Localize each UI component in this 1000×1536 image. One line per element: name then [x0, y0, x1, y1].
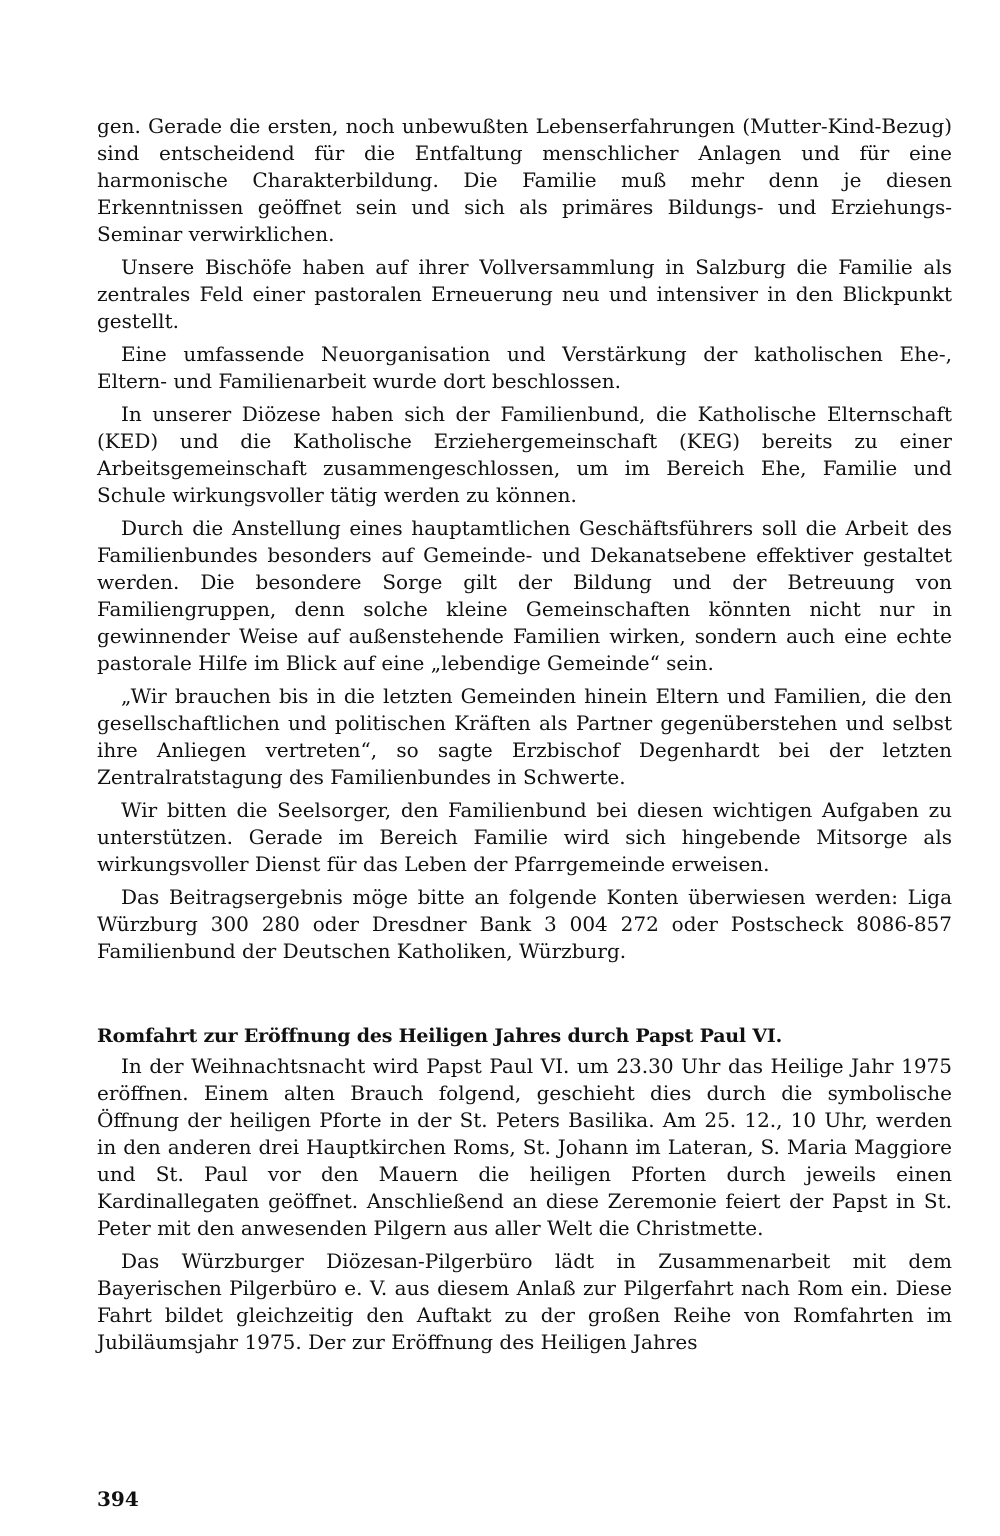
paragraph-christmas-night: In der Weihnachtsnacht wird Papst Paul VI. um 23.30 Uhr das Heilige Jahr 1975 eröffnen. Einem alten Brauch folgend, geschieht dies durch die symbolische Öffnung der heiligen Pforte in der St. Peters Basilika. Am 25. 12., 10 Uhr, werden in den anderen drei Hauptkirchen Roms, St. Johann im Lateran, S. Maria Maggiore und St. Paul vor den Mauern die heiligen Pforten durch jeweils einen Kardinallegaten geöffnet. Anschließend an diese Zeremonie feiert der Papst in St. Peter mit den anwesenden Pilgern aus aller Welt die Christmette.: [97, 1054, 952, 1240]
section-spacer: [97, 971, 952, 1023]
paragraph-reorganisation: Eine umfassende Neuorganisation und Verstärkung der katholischen Ehe-, Eltern- und Familienarbeit wurde dort beschlossen.: [97, 342, 952, 393]
paragraph-quote-degenhardt: „Wir brauchen bis in die letzten Gemeinden hinein Eltern und Familien, die den gesellschaftlichen und politischen Kräften als Partner gegenüberstehen und selbst ihre Anliegen vertreten“, so sagte Erzbischof Degenhardt bei der letzten Zentralratstagung des Familienbundes in Schwerte.: [97, 684, 952, 789]
paragraph-employment: Durch die Anstellung eines hauptamtlichen Geschäftsführers soll die Arbeit des Familienbundes besonders auf Gemeinde- und Dekanatsebene effektiver gestaltet werden. Die besondere Sorge gilt der Bildung und der Betreuung von Familiengruppen, denn solche kleine Gemeinschaften könnten nicht nur in gewinnender Weise auf außenstehende Familien wirken, sondern auch eine echte pastorale Hilfe im Blick auf eine „lebendige Gemeinde“ sein.: [97, 516, 952, 675]
paragraph-bank-accounts: Das Beitragsergebnis möge bitte an folgende Konten überwiesen werden: Liga Würzburg 300 280 oder Dresdner Bank 3 004 272 oder Postscheck 8086-857 Familienbund der Deutschen Katholiken, Würzburg.: [97, 885, 952, 963]
page-body: [97, 113, 952, 1362]
paragraph-diocese: In unserer Diözese haben sich der Familienbund, die Katholische Elternschaft (KED) und die Katholische Erziehergemeinschaft (KEG) bereits zu einer Arbeitsgemeinschaft zusammengeschlossen, um im Bereich Ehe, Familie und Schule wirkungsvoller tätig werden zu können.: [97, 402, 952, 507]
paragraph-continuation: gen. Gerade die ersten, noch unbewußten Lebenserfahrungen (Mutter-Kind-Bezug) sind entscheidend für die Entfaltung menschlicher Anlagen und für eine harmonische Charakterbildung. Die Familie muß mehr denn je diesen Erkenntnissen geöffnet sein und sich als primäres Bildungs- und Erziehungs-Seminar verwirklichen.: [97, 114, 952, 246]
section-heading: Romfahrt zur Eröffnung des Heiligen Jahres durch Papst Paul VI.: [97, 1025, 783, 1047]
paragraph-pilgrimage: Das Würzburger Diözesan-Pilgerbüro lädt in Zusammenarbeit mit dem Bayerischen Pilgerbüro e. V. aus diesem Anlaß zur Pilgerfahrt nach Rom ein. Diese Fahrt bildet gleichzeitig den Auftakt zu der großen Reihe von Romfahrten im Jubiläumsjahr 1975. Der zur Eröffnung des Heiligen Jahres: [97, 1249, 952, 1354]
paragraph-request-support: Wir bitten die Seelsorger, den Familienbund bei diesen wichtigen Aufgaben zu unterstützen. Gerade im Bereich Familie wird sich hingebende Mitsorge als wirkungsvoller Dienst für das Leben der Pfarrgemeinde erweisen.: [97, 798, 952, 876]
paragraph-bishops-assembly: Unsere Bischöfe haben auf ihrer Vollversammlung in Salzburg die Familie als zentrales Feld einer pastoralen Erneuerung neu und intensiver in den Blickpunkt gestellt.: [97, 255, 952, 333]
page-number: 394: [97, 1487, 139, 1511]
